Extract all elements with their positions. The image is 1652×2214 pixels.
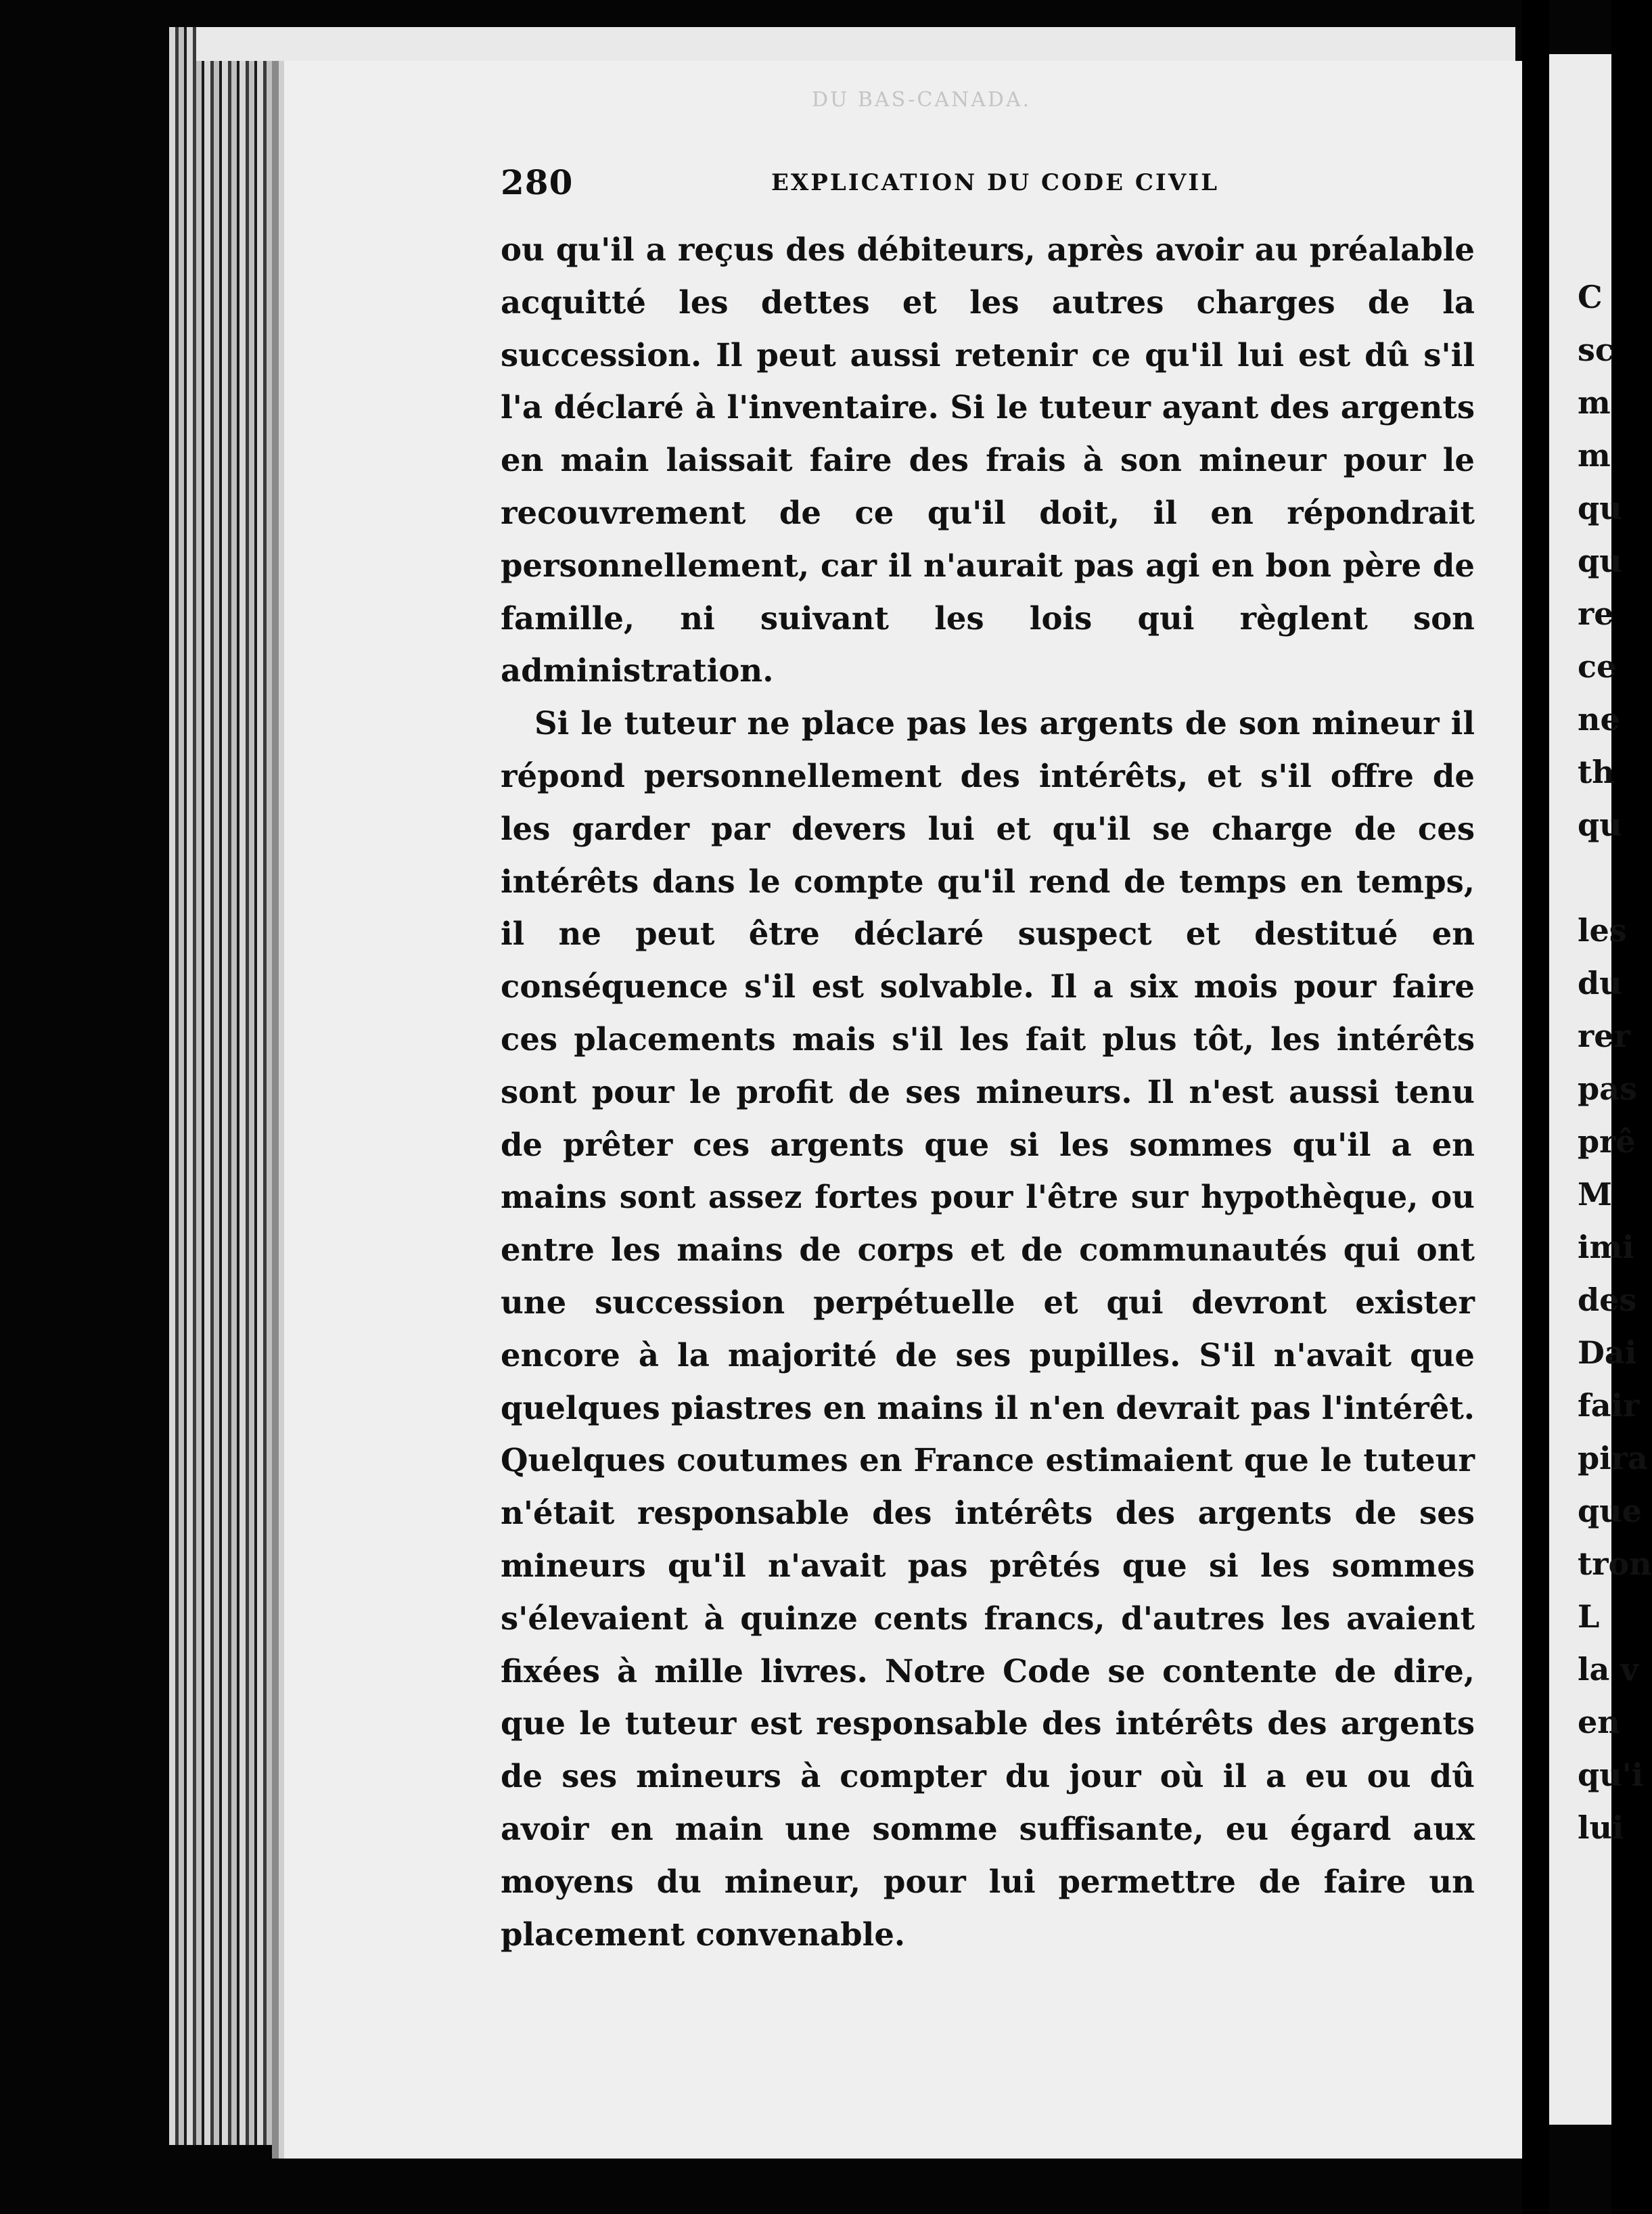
adjacent-page-fragment: les xyxy=(1578,912,1627,949)
adjacent-page-fragment: L xyxy=(1578,1598,1600,1635)
adjacent-page-fragment: pira xyxy=(1578,1440,1648,1476)
adjacent-page-fragment: m xyxy=(1578,437,1611,474)
adjacent-page-fragment: lui xyxy=(1578,1809,1624,1846)
adjacent-page-fragment: qu xyxy=(1578,490,1622,526)
adjacent-page-fragment: pas xyxy=(1578,1070,1637,1107)
adjacent-page-fragment: sc xyxy=(1578,332,1614,368)
adjacent-page-fragment: qu'i xyxy=(1578,1757,1644,1793)
adjacent-page-fragment: th xyxy=(1578,754,1615,790)
adjacent-page-fragment: en xyxy=(1578,1704,1620,1740)
adjacent-page-fragment xyxy=(1578,851,1652,904)
adjacent-page-fragment: ne xyxy=(1578,701,1620,738)
adjacent-page-fragment: des xyxy=(1578,1282,1637,1318)
page-edges-top xyxy=(196,27,1515,61)
running-head xyxy=(501,162,1515,217)
gutter xyxy=(1522,0,1549,2214)
book-page xyxy=(284,61,1522,2159)
adjacent-page-fragment: m xyxy=(1578,384,1611,421)
adjacent-page-fragment: tron xyxy=(1578,1545,1652,1582)
adjacent-page-fragment: rer xyxy=(1578,1018,1630,1054)
paragraph-1: ou qu'il a reçus des débiteurs, après avoir au préalable acquitté les dettes et les autres charges de la succession. Il peut aussi retenir ce qu'il lui est dû s'il l'a déclaré à l'inventaire. Si le tuteur ayant des argents en main laissait faire des frais à son mineur pour le recouvrement de ce qu'il doit, il en répondrait personnellement, car il n'aurait pas agi en bon père de famille, ni suivant les lois qui règlent son administration. xyxy=(501,231,1475,690)
adjacent-page-fragment: re xyxy=(1578,595,1614,632)
bleed-through-text: DU BAS-CANADA. xyxy=(812,88,1032,112)
adjacent-page-fragment: C xyxy=(1578,279,1603,315)
page-number: 280 xyxy=(501,162,574,202)
body-text xyxy=(501,223,1475,1960)
paragraph-2: Si le tuteur ne place pas les argents de son mineur il répond personnellement des intérêts, et s'il offre de les garder par devers lui et qu'il se charge de ces intérêts dans le compte qu'il rend de temps en temps, il ne peut être déclaré suspect et destitué en conséquence s'il est solvable. Il a six mois pour faire ces placements mais s'il les fait plus tôt, les intérêts sont pour le profit de ses mineurs. Il n'est aussi tenu de prêter ces argents que si les sommes qu'il a en mains sont assez fortes pour l'être sur hypothèque, ou entre les mains de corps et de communautés qui ont une succession perpétuelle et qui devront exister encore à la majorité de ses pupilles. S'il n'avait que quelques piastres en mains il n'en devrait pas l'intérêt. Quelques coutumes en France estimaient que le tuteur n'était responsable des intérêts des argents de ses mineurs qu'il n'avait pas prêtés que si les sommes s'élevaient à quinze cents francs, d'autres les avaient fixées à mille livres. Notre Code se contente de dire, que le tuteur est responsable des intérêts des argents de ses mineurs à compter du jour où il a eu ou dû avoir en main une somme suffisante, eu égard aux moyens du mineur, pour lui permettre de faire un placement convenable. xyxy=(501,704,1475,1953)
adjacent-page-fragments xyxy=(1578,271,1652,1854)
adjacent-page-fragment: qu xyxy=(1578,543,1622,579)
adjacent-page-fragment: du xyxy=(1578,965,1622,1001)
adjacent-page xyxy=(1549,54,1652,2125)
adjacent-page-fragment: Dai xyxy=(1578,1334,1637,1371)
adjacent-page-fragment: fair xyxy=(1578,1387,1640,1424)
adjacent-page-fragment: M xyxy=(1578,1176,1612,1213)
running-title: EXPLICATION DU CODE CIVIL xyxy=(771,169,1220,196)
adjacent-page-fragment: imi xyxy=(1578,1229,1634,1265)
adjacent-page-fragment: prê xyxy=(1578,1123,1636,1160)
adjacent-page-fragment: ce xyxy=(1578,648,1617,685)
adjacent-page-fragment: qu xyxy=(1578,807,1622,843)
adjacent-page-fragment: la v xyxy=(1578,1651,1639,1688)
adjacent-page-fragment: que xyxy=(1578,1493,1642,1529)
